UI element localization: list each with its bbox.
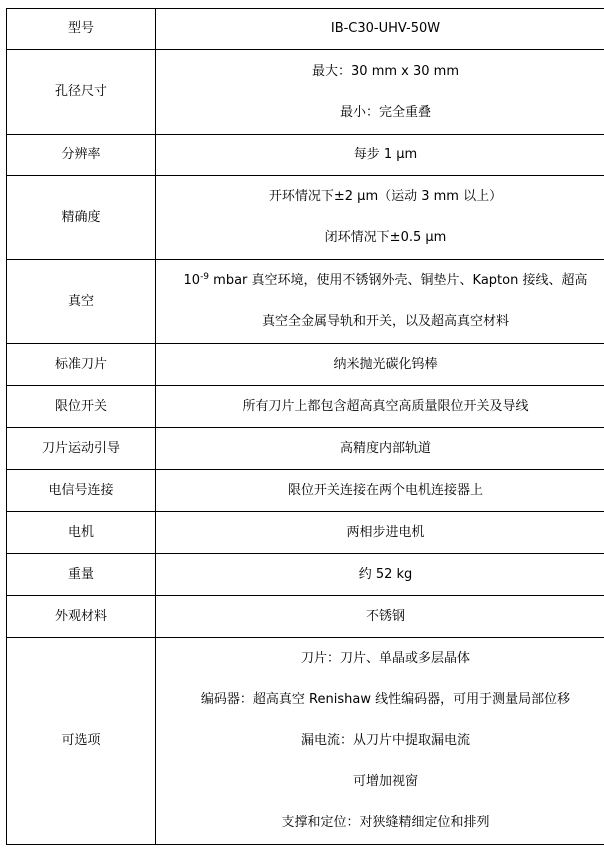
row-value: [156, 512, 604, 554]
row-value: [156, 135, 604, 176]
table-row: [7, 135, 604, 176]
table-row: [7, 596, 604, 638]
value-line: 最大：30 mm x 30 mm: [312, 63, 459, 79]
value-line: IB-C30-UHV-50W: [330, 21, 441, 36]
table-row: [7, 386, 604, 428]
row-label: 可选项: [7, 638, 156, 845]
value-line: [160, 271, 604, 291]
value-line: 纳米抛光碳化钨棒: [333, 356, 438, 372]
row-value: [156, 470, 604, 512]
value-line: 所有刀片上都包含超高真空高质量限位开关及导线: [242, 398, 529, 414]
value-line: 高精度内部轨道: [339, 440, 431, 456]
row-label: 真空: [7, 260, 156, 344]
row-label: 限位开关: [7, 386, 156, 428]
table-row: [7, 344, 604, 386]
row-label: 型号: [7, 9, 156, 50]
row-label: 标准刀片: [7, 344, 156, 386]
row-label: 电机: [7, 512, 156, 554]
value-line: 开环情况下±2 μm（运动 3 mm 以上）: [268, 189, 503, 204]
value-line: 可增加视窗: [352, 774, 418, 789]
value-line: 不锈钢: [365, 608, 405, 624]
row-value: [156, 344, 604, 386]
vacuum-base: 10: [183, 273, 201, 288]
table-row: [7, 470, 604, 512]
value-line: 真空全金属导轨和开关，以及超高真空材料: [261, 314, 509, 329]
row-label: 精确度: [7, 176, 156, 260]
value-line: 漏电流：从刀片中提取漏电流: [300, 733, 470, 748]
table-row: [7, 50, 604, 135]
row-value: [156, 9, 604, 50]
row-value: [156, 260, 604, 344]
value-line: 最小：完全重叠: [339, 104, 431, 120]
table-row: [7, 260, 604, 344]
value-line: 闭环情况下±0.5 μm: [324, 230, 447, 245]
row-label: 孔径尺寸: [7, 50, 156, 135]
value-line: 编码器：超高真空 Renishaw 线性编码器，可用于测量局部位移: [200, 692, 571, 707]
table-row: [7, 638, 604, 845]
row-label: 电信号连接: [7, 470, 156, 512]
vacuum-text: mbar 真空环境，使用不锈钢外壳、铜垫片、Kapton 接线、超高: [209, 273, 588, 288]
row-label: 分辨率: [7, 135, 156, 176]
value-line: 约 52 kg: [358, 566, 413, 582]
value-line: 支撑和定位：对狭缝精细定位和排列: [281, 815, 490, 830]
value-line: 限位开关连接在两个电机连接器上: [287, 482, 483, 498]
row-value: [156, 596, 604, 638]
table-row: [7, 9, 604, 50]
value-line: 每步 1 μm: [353, 147, 418, 162]
row-value: [156, 554, 604, 596]
row-label: 重量: [7, 554, 156, 596]
table-row: [7, 512, 604, 554]
table-row: [7, 428, 604, 470]
value-line: 刀片：刀片、单晶或多层晶体: [300, 651, 470, 666]
row-value: [156, 428, 604, 470]
value-line: 两相步进电机: [346, 524, 425, 540]
row-label: 刀片运动引导: [7, 428, 156, 470]
row-value: [156, 638, 604, 845]
row-label: 外观材料: [7, 596, 156, 638]
table-row: [7, 176, 604, 260]
row-value: [156, 386, 604, 428]
vacuum-exponent: -9: [200, 272, 210, 282]
spec-table: [6, 8, 604, 845]
table-row: [7, 554, 604, 596]
row-value: [156, 50, 604, 135]
row-value: [156, 176, 604, 260]
